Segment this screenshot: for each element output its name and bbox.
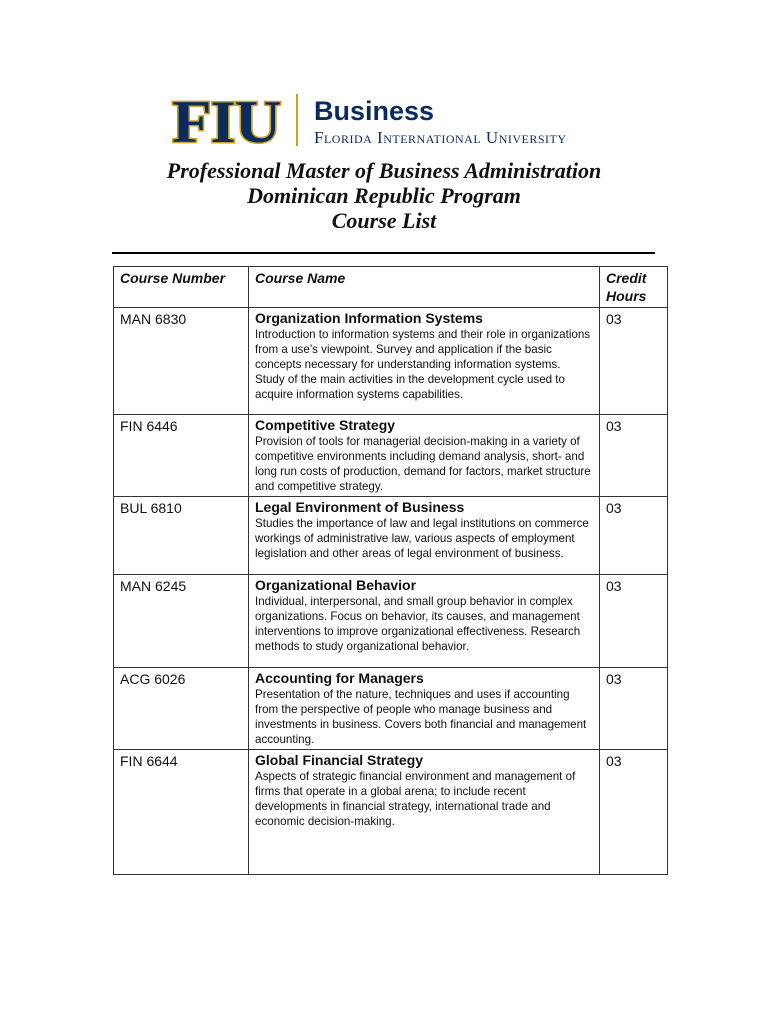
course-cell xyxy=(249,308,600,415)
header-course-name: Course Name xyxy=(249,267,600,308)
table-row xyxy=(114,575,668,668)
credit-hours: 03 xyxy=(600,308,668,415)
course-cell xyxy=(249,575,600,668)
credit-hours: 03 xyxy=(600,668,668,750)
course-number: MAN 6830 xyxy=(114,308,249,415)
fiu-business-logo xyxy=(172,89,602,155)
table-row xyxy=(114,668,668,750)
course-description: Introduction to information systems and their role in organizations from a use’s viewpoint. Survey and application if the basic concepts necessary for understanding information systems. Study of the main activities in the development cycle used to acquire information systems capabilities. xyxy=(255,328,591,401)
table-header-row xyxy=(114,267,668,308)
table-row xyxy=(114,415,668,497)
fiu-logo-mark: FIU xyxy=(172,89,281,155)
table-row xyxy=(114,308,668,415)
course-cell xyxy=(249,415,600,497)
course-cell xyxy=(249,497,600,575)
title-rule xyxy=(112,252,655,254)
table-row xyxy=(114,750,668,875)
course-number: FIN 6644 xyxy=(114,750,249,875)
table-row xyxy=(114,497,668,575)
course-description: Aspects of strategic financial environment and management of firms that operate in a global arena; to include recent developments in financial strategy, international trade and economic decision-making. xyxy=(255,770,576,828)
course-name: Accounting for Managers xyxy=(255,670,424,686)
title-line-program: Professional Master of Business Administration xyxy=(166,158,602,183)
logo-university-text: Florida International University xyxy=(314,128,567,147)
document-title-block xyxy=(0,158,768,233)
credit-hours: 03 xyxy=(600,750,668,875)
logo-divider xyxy=(296,94,298,146)
course-number: MAN 6245 xyxy=(114,575,249,668)
title-line-location: Dominican Republic Program xyxy=(247,183,521,208)
course-description: Provision of tools for managerial decision-making in a variety of competitive environments including demand analysis, short- and long run costs of production, demand for factors, market structure and competitive strategy. xyxy=(255,435,591,493)
course-number: FIN 6446 xyxy=(114,415,249,497)
header-credit-hours: Credit Hours xyxy=(600,267,668,308)
course-description: Individual, interpersonal, and small group behavior in complex organizations. Focus on behavior, its causes, and management interventions to improve organizational effectiveness. Research methods to study organizational behavior. xyxy=(255,595,581,653)
course-name: Legal Environment of Business xyxy=(255,499,465,515)
course-name: Organizational Behavior xyxy=(255,577,417,593)
course-number: ACG 6026 xyxy=(114,668,249,750)
title-line-course-list: Course List xyxy=(331,208,437,233)
course-description: Presentation of the nature, techniques and uses if accounting from the perspective of people who manage business and investments in business. Covers both financial and management accounting. xyxy=(255,688,587,746)
course-name: Organization Information Systems xyxy=(255,310,483,326)
course-table xyxy=(113,266,668,875)
header-course-number: Course Number xyxy=(114,267,249,308)
credit-hours: 03 xyxy=(600,497,668,575)
course-name: Competitive Strategy xyxy=(255,417,396,433)
course-cell xyxy=(249,750,600,875)
course-cell xyxy=(249,668,600,750)
credit-hours: 03 xyxy=(600,415,668,497)
course-description: Studies the importance of law and legal institutions on commerce workings of administrative law, various aspects of employment legislation and other areas of legal environment of business. xyxy=(255,517,589,560)
course-name: Global Financial Strategy xyxy=(255,752,424,768)
course-number: BUL 6810 xyxy=(114,497,249,575)
logo-business-text: Business xyxy=(314,96,435,126)
credit-hours: 03 xyxy=(600,575,668,668)
